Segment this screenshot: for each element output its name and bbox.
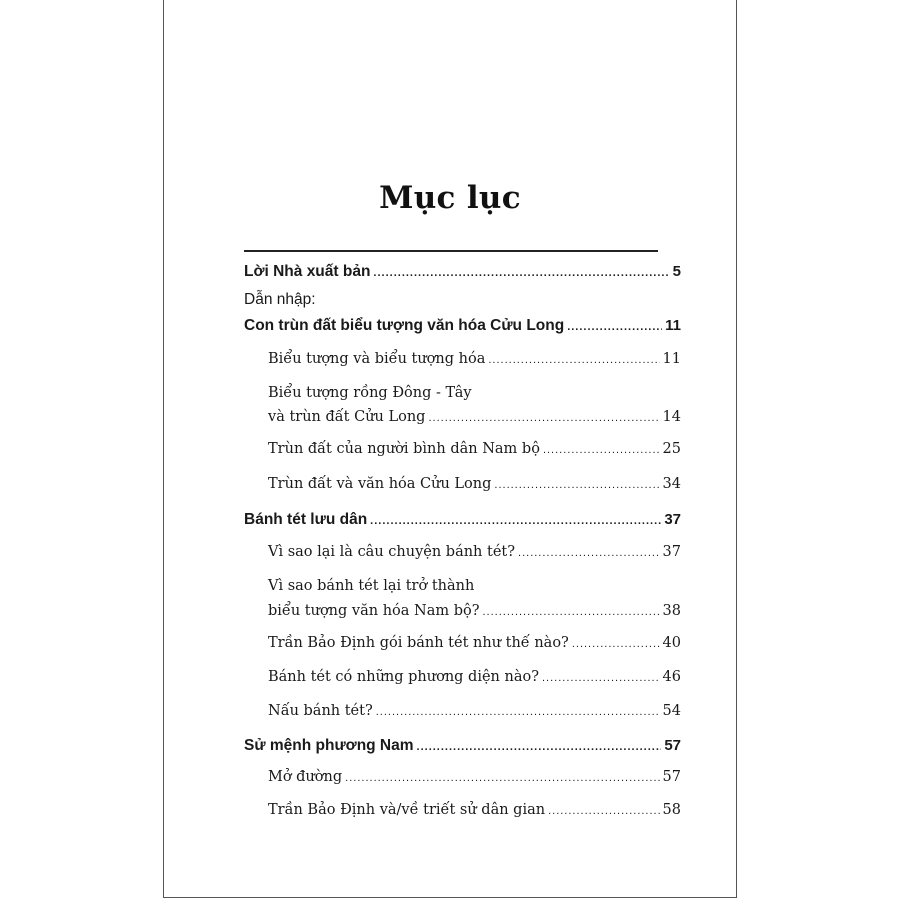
toc-page-number: 25 [662, 441, 681, 457]
toc-entry-title: Trần Bảo Định gói bánh tét như thế nào? [268, 635, 569, 651]
toc-entry [268, 441, 681, 457]
toc-leader-dots [370, 515, 661, 527]
title-rule [244, 250, 658, 252]
toc-leader-dots [417, 741, 662, 753]
toc-entry [244, 263, 681, 281]
toc-entry [268, 409, 681, 425]
toc-entry [268, 703, 681, 719]
toc-entry [268, 769, 681, 785]
toc-page-number: 34 [662, 476, 681, 492]
toc-entry-title: Con trùn đất biểu tượng văn hóa Cửu Long [244, 317, 565, 334]
toc-entry [268, 385, 681, 401]
toc-entry-title: và trùn đất Cửu Long [268, 409, 426, 425]
toc-entry [268, 351, 681, 367]
toc-leader-dots [428, 412, 659, 424]
toc-page-number: 54 [662, 703, 681, 719]
toc-leader-dots [543, 444, 660, 456]
toc-leader-dots [483, 606, 660, 618]
toc-entry-title: Vì sao bánh tét lại trở thành [268, 578, 475, 594]
toc-leader-dots [494, 479, 659, 491]
toc-page-number: 57 [662, 769, 681, 785]
toc-page-number: 58 [662, 802, 681, 818]
toc-entry [268, 635, 681, 651]
toc-entry [244, 737, 681, 755]
toc-entry-title: Biểu tượng rồng Đông - Tây [268, 385, 472, 401]
toc-page-number: 14 [662, 409, 681, 425]
toc-entry-title: Bánh tét có những phương diện nào? [268, 669, 539, 685]
toc-leader-dots [572, 638, 660, 650]
toc-entry [268, 476, 681, 492]
book-page [163, 0, 737, 898]
toc-entry-title: Lời Nhà xuất bản [244, 263, 371, 280]
toc-entry-title: Trùn đất của người bình dân Nam bộ [268, 441, 540, 457]
toc-entry-title: Biểu tượng và biểu tượng hóa [268, 351, 486, 367]
toc-leader-dots [488, 354, 659, 366]
toc-page-number: 57 [664, 737, 681, 754]
toc-entry-title: Nấu bánh tét? [268, 703, 373, 719]
toc-entry-title: Trần Bảo Định và/về triết sử dân gian [268, 802, 546, 818]
toc-leader-dots [542, 672, 660, 684]
toc-page-number: 5 [672, 263, 681, 280]
toc-leader-dots [345, 772, 659, 784]
toc-entry [268, 603, 681, 619]
toc-entry [244, 291, 681, 309]
toc-entry [268, 802, 681, 818]
toc-entry-title: Vì sao lại là câu chuyện bánh tét? [268, 544, 516, 560]
toc-entry [244, 511, 681, 529]
toc-entry-title: Bánh tét lưu dân [244, 511, 368, 528]
page-title: Mục lục [379, 180, 521, 216]
toc-entry [244, 317, 681, 335]
toc-entry-title: Dẫn nhập: [244, 291, 316, 308]
toc-page-number: 11 [662, 351, 681, 367]
toc-entry [268, 578, 681, 594]
toc-entry [268, 544, 681, 560]
toc-page-number: 46 [662, 669, 681, 685]
toc-entry-title: Sử mệnh phương Nam [244, 737, 414, 754]
toc-leader-dots [376, 706, 660, 718]
toc-page-number: 37 [664, 511, 681, 528]
toc-page-number: 11 [665, 317, 681, 334]
toc-entry-title: Mở đường [268, 769, 343, 785]
toc-leader-dots [548, 805, 659, 817]
toc-page-number: 38 [662, 603, 681, 619]
toc-entry-title: Trùn đất và văn hóa Cửu Long [268, 476, 492, 492]
toc-leader-dots [373, 267, 669, 279]
toc-page-number: 37 [662, 544, 681, 560]
toc-entry [268, 669, 681, 685]
toc-entry-title: biểu tượng văn hóa Nam bộ? [268, 603, 480, 619]
toc-leader-dots [518, 547, 660, 559]
toc-page-number: 40 [662, 635, 681, 651]
toc-leader-dots [567, 321, 662, 333]
